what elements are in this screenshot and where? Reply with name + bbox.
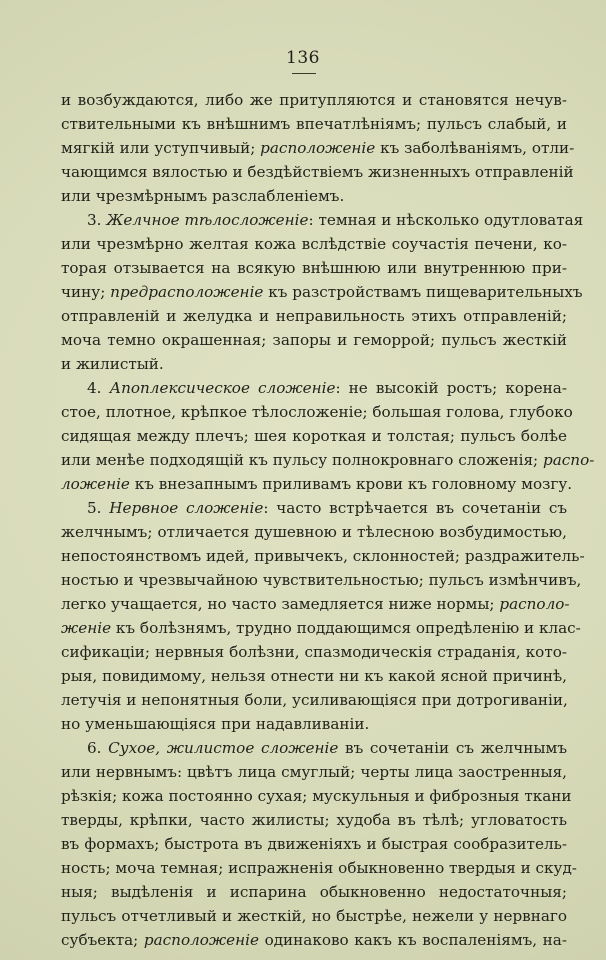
text-run: стое, плотное, крѣпкое тѣлосложеніе; большая голова, глубоко (61, 403, 573, 421)
text-run: одинаково какъ къ воспаленіямъ, на- (259, 931, 567, 949)
text-run: моча темно окрашенная; запоры и геморрой; пульсъ жесткій (61, 331, 567, 349)
italic-term: женіе (61, 619, 112, 637)
text-run: пульсъ отчетливый и жесткій, но быстрѣе, нежели у нервнаго (61, 907, 567, 925)
text-line (61, 808, 567, 832)
italic-term: Сухое, жилистое сложеніе (108, 739, 339, 757)
text-line (61, 688, 567, 712)
text-run: но уменьшающіяся при надавливаніи. (61, 715, 370, 733)
italic-term: Желчное тѣлосложеніе (106, 211, 309, 229)
text-run: торая отзывается на всякую внѣшнюю или внутреннюю при- (61, 259, 567, 277)
text-run: и возбуждаются, либо же притупляются и становятся нечув- (61, 91, 567, 109)
text-run: 3. (87, 211, 107, 229)
text-line (61, 736, 567, 760)
text-line (61, 904, 567, 928)
text-line (61, 160, 574, 184)
text-line (61, 232, 567, 256)
text-line (61, 424, 567, 448)
text-run: непостоянствомъ идей, привычекъ, склонностей; раздражитель- (61, 547, 585, 565)
text-run: сидящая между плечъ; шея короткая и толстая; пульсъ болѣе (61, 427, 567, 445)
italic-term: расположеніе (143, 931, 259, 949)
italic-term: ложеніе (61, 475, 130, 493)
text-line (61, 376, 567, 400)
text-run: къ внезапнымъ приливамъ крови къ головному мозгу. (129, 475, 573, 493)
text-run: тверды, крѣпки, часто жилисты; худоба въ тѣлѣ; угловатость (61, 811, 567, 829)
text-line (61, 328, 567, 352)
text-line (61, 592, 570, 616)
text-run: рыя, повидимому, нельзя отнести ни къ какой ясной причинѣ, (61, 667, 567, 685)
text-line (61, 784, 572, 808)
text-run: субъекта; (61, 931, 144, 949)
italic-term: Апоплексическое сложеніе (109, 379, 336, 397)
text-line (61, 184, 567, 208)
text-run: ность; моча темная; испражненія обыкновенно твердыя и скуд- (61, 859, 577, 877)
italic-term: предрасположеніе (110, 283, 264, 301)
text-line (61, 136, 575, 160)
body-text (61, 88, 595, 952)
text-line (61, 856, 577, 880)
text-run: сификаціи; нервныя болѣзни, спазмодическія страданія, кото- (61, 643, 567, 661)
text-line (61, 520, 567, 544)
text-line (61, 112, 567, 136)
italic-term: расположеніе (260, 139, 376, 157)
text-line (61, 496, 567, 520)
text-line (61, 88, 567, 112)
text-line (61, 568, 582, 592)
text-run: въ формахъ; быстрота въ движеніяхъ и быстрая сообразитель- (61, 835, 567, 853)
text-run: или чрезмѣрно желтая кожа вслѣдствіе соучастія печени, ко- (61, 235, 567, 253)
text-run: или нервнымъ: цвѣтъ лица смуглый; черты лица заостренныя, (61, 763, 567, 781)
text-run: ныя; выдѣленія и испарина обыкновенно недостаточныя; (61, 883, 567, 901)
text-line (61, 280, 583, 304)
text-run: чающимся вялостью и бездѣйствіемъ жизненныхъ отправленій (61, 163, 574, 181)
text-run: желчнымъ; отличается душевною и тѣлесною возбудимостью, (61, 523, 567, 541)
text-run: въ сочетаніи съ желчнымъ (338, 739, 567, 757)
text-line (61, 616, 581, 640)
italic-term: распо- (543, 451, 595, 469)
text-line (61, 928, 567, 952)
page-number-underline (292, 73, 316, 74)
text-run: или менѣе подходящій къ пульсу полнокровнаго сложенія; (61, 451, 543, 469)
text-line (61, 400, 573, 424)
text-run: ствительными къ внѣшнимъ впечатлѣніямъ; пульсъ слабый, и (61, 115, 567, 133)
italic-term: Нервное сложеніе (109, 499, 264, 517)
text-run: : не высокій ростъ; корена- (335, 379, 567, 397)
text-run: чину; (61, 283, 111, 301)
text-run: къ разстройствамъ пищеварительныхъ (263, 283, 583, 301)
text-line (61, 760, 567, 784)
text-run: летучія и непонятныя боли, усиливающіяся при дотрогиваніи, (61, 691, 568, 709)
text-line (61, 880, 567, 904)
text-line (61, 352, 567, 376)
text-run: къ заболѣваніямъ, отли- (375, 139, 575, 157)
italic-term: располо- (499, 595, 570, 613)
text-run: : часто встрѣчается въ сочетаніи съ (263, 499, 568, 517)
text-line (61, 472, 573, 496)
page-number: 136 (286, 48, 320, 68)
text-run: 5. (87, 499, 110, 517)
text-line (61, 640, 567, 664)
text-run: легко учащается, но часто замедляется ниже нормы; (61, 595, 500, 613)
text-run: и жилистый. (61, 355, 164, 373)
text-line (61, 256, 567, 280)
text-line (61, 544, 585, 568)
text-run: : темная и нѣсколько одутловатая (308, 211, 584, 229)
text-line (61, 664, 567, 688)
text-run: или чрезмѣрнымъ разслабленіемъ. (61, 187, 345, 205)
text-line (61, 448, 595, 472)
text-line (61, 832, 567, 856)
text-run: къ болѣзнямъ, трудно поддающимся опредѣленію и клас- (111, 619, 581, 637)
text-run: мягкій или уступчивый; (61, 139, 261, 157)
text-run: отправленій и желудка и неправильность этихъ отправленій; (61, 307, 567, 325)
text-run: 6. (87, 739, 109, 757)
text-line (61, 712, 567, 736)
text-run: ностью и чрезвычайною чувствительностью; пульсъ измѣнчивъ, (61, 571, 582, 589)
text-line (61, 208, 584, 232)
text-run: рѣзкія; кожа постоянно сухая; мускульныя и фиброзныя ткани (61, 787, 572, 805)
text-run: 4. (87, 379, 110, 397)
text-line (61, 304, 567, 328)
